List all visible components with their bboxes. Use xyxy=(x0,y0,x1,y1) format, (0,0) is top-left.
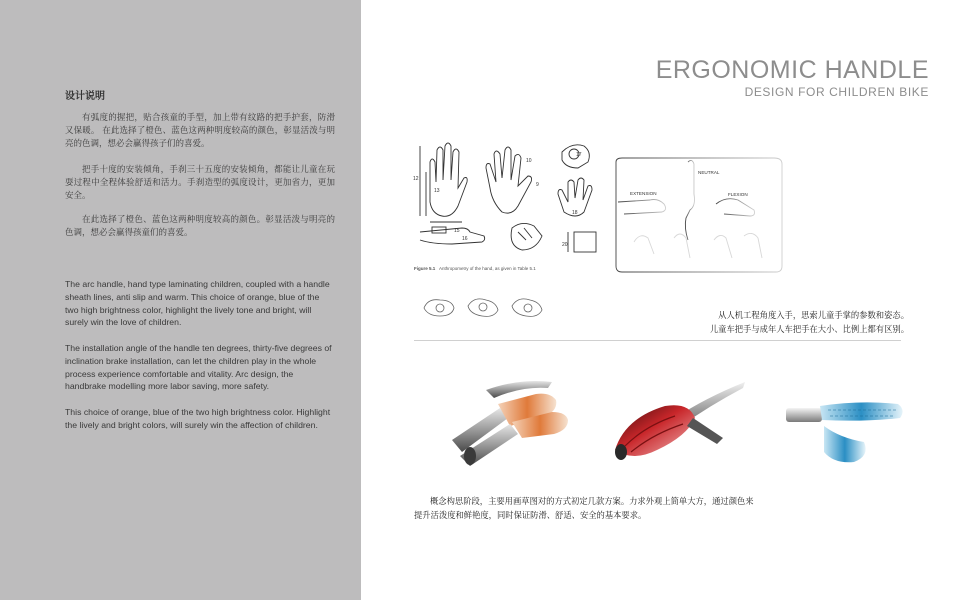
figure-caption xyxy=(414,266,536,271)
zh-paragraph-3: 在此选择了橙色、蓝色这两种明度较高的颜色。彰显活泼与明亮的色调，想必会赢得孩童们的喜爱。 xyxy=(65,215,335,238)
en-paragraph-3: This choice of orange, blue of the two high brightness color. Highlight the lively and bright colors, will surely win the affection of children. xyxy=(65,407,331,430)
neutral-arm-shape xyxy=(685,160,694,240)
section-divider xyxy=(414,340,901,341)
page-subtitle: DESIGN FOR CHILDREN BIKE xyxy=(744,85,929,99)
dim-16-label: 16 xyxy=(462,236,468,242)
grip-sketch-row xyxy=(420,290,550,330)
hand-side-shape xyxy=(420,228,485,244)
concept-note: 概念构思阶段，主要用画草图对的方式初定几款方案。力求外观上简单大方，通过颜色来提升活泼度和鲜艳度，同时保证防滑、舒适、安全的基本要求。 xyxy=(414,496,754,520)
extension-label: EXTENSION xyxy=(630,191,657,196)
hand-anthropometry-sketch xyxy=(412,132,612,262)
ergonomics-note-line-2: 儿童车把手与成年人车把手在大小、比例上都有区别。 xyxy=(709,324,909,334)
hand-palm-shape xyxy=(430,143,467,216)
zh-paragraph-1: 有弧度的握把，贴合孩童的手型，加上带有纹路的把手护套，防滑又保暖。 在此选择了橙色、蓝色这两种明度较高的颜色，彰显活泼与明亮的色调，想必会赢得孩子们的喜爱。 xyxy=(65,113,335,149)
zh-paragraph-2: 把手十度的安装倾角，手刹三十五度的安装倾角，都能让儿童在玩耍过程中全程体验舒适和活力。手刹造型的弧度设计，更加省力，更加安全。 xyxy=(65,165,335,201)
ergonomics-note-line-1: 从人机工程角度入手，思索儿童手掌的参数和姿态。 xyxy=(718,310,909,320)
dim-18-label: 18 xyxy=(572,210,578,216)
dim-9-label: 9 xyxy=(536,182,539,188)
blue-handle-render xyxy=(780,396,910,468)
en-paragraph-2: The installation angle of the handle ten degrees, thirty-five degrees of inclination brake installation, can let the children play in the whole process experience comfortable and vitality. Arc design, the handbrake modelling more labor saving, more safety. xyxy=(65,343,332,392)
hand-clasp-shape xyxy=(511,223,542,250)
dim-15-label: 15 xyxy=(454,228,460,234)
hand-spread-shape xyxy=(486,147,532,213)
dim-17-label: 17 xyxy=(576,152,582,158)
dim-20-label: 20 xyxy=(562,242,568,248)
en-paragraph-1: The arc handle, hand type laminating children, coupled with a handle sheath lines, anti slip and warm. This choice of orange, blue of the two high brightness color, highlight the lively tone and bright, will surely win the love of children. xyxy=(65,279,330,328)
figure-caption-label: Figure 5.1 xyxy=(414,266,436,271)
page-title: ERGONOMIC HANDLE xyxy=(655,56,929,84)
dim-12-label: 12 xyxy=(413,176,419,182)
neutral-label: NEUTRAL xyxy=(698,170,720,175)
orange-handle-render xyxy=(440,378,590,470)
extension-hand-shape xyxy=(618,200,666,215)
figure-caption-text: Anthropometry of the hand, as given in Table 5.1 xyxy=(439,266,536,271)
red-handle-render xyxy=(605,378,750,470)
wrist-posture-sketch xyxy=(614,154,784,274)
flexion-label: FLEXION xyxy=(728,192,748,197)
design-notes-heading: 设计说明 xyxy=(65,91,105,102)
dim-10-label: 10 xyxy=(526,158,532,164)
flexion-hand-shape xyxy=(716,199,755,216)
dim-13-label: 13 xyxy=(434,188,440,194)
ergonomics-note xyxy=(710,308,909,336)
